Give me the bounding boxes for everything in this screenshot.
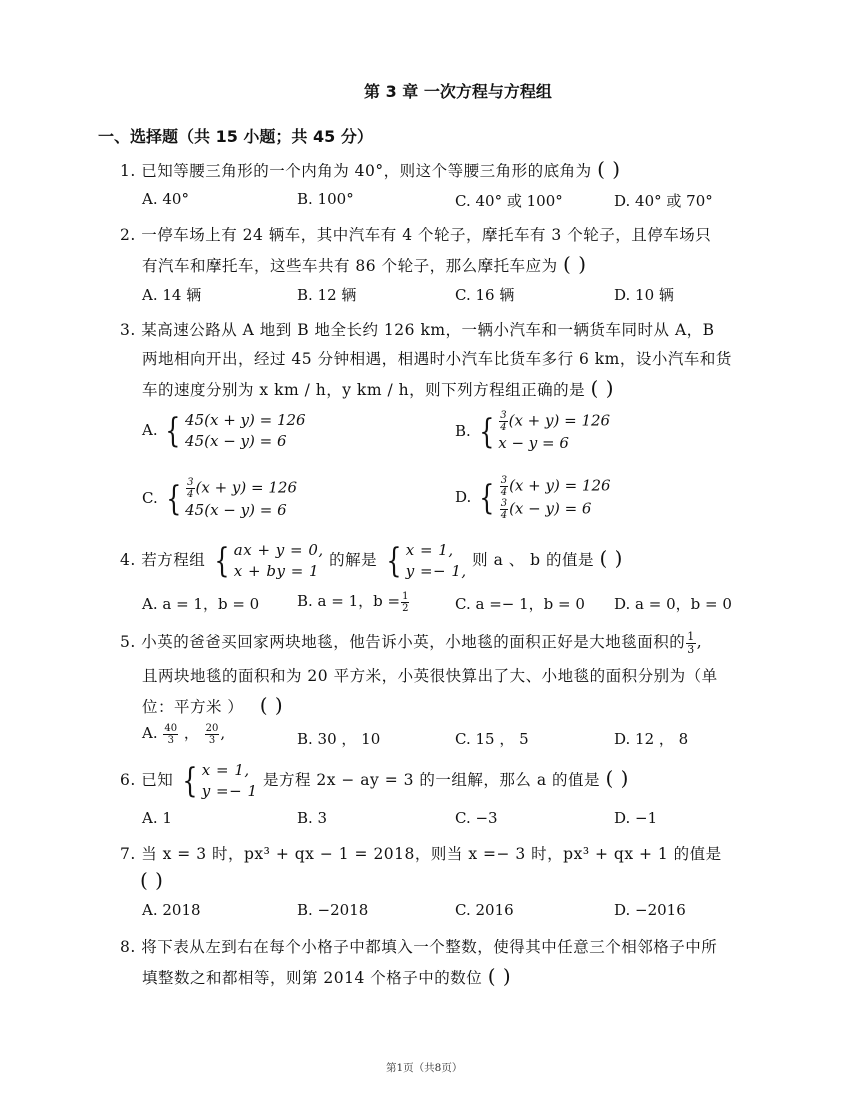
question-8-line-1: 8. 将下表从左到右在每个小格子中都填入一个整数，使得其中任意三个相邻格子中所 [120,938,718,956]
answer-blank: ( ) [259,693,284,717]
q6-option-c: C. −3 [455,809,498,827]
answer-blank: ( ) [140,868,164,892]
q3-option-c: C. { $\frac{3}{4}$ (x + y) = 126 45(x − y) = 6 [142,477,297,519]
question-6: 6. 已知 { x = 1, y =− 1 是方程 2x − ay = 3 的一组解，那么 a 的值是 ( ) [120,761,629,801]
q2-option-c: C. 16 辆 [455,286,515,304]
question-5-line-1: 5. 小英的爸爸买回家两块地毯，他告诉小英，小地毯的面积正好是大地毯面积的 $\frac{1}{3}$ , [120,629,703,656]
q6-option-d: D. −1 [614,809,658,827]
q5-option-c: C. 15 ， 5 [455,730,529,748]
answer-blank: ( ) [599,546,623,570]
question-1-text: 1. 已知等腰三角形的一个内角为 40°，则这个等腰三角形的底角为 [120,162,592,180]
question-3-line-2: 两地相向开出，经过 45 分钟相遇，相遇时小汽车比货车多行 6 km，设小汽车和货 [142,350,732,368]
q3-option-b: B. { $\frac{3}{4}$ (x + y) = 126 x − y = 6 [455,410,611,452]
answer-blank: ( ) [487,964,512,988]
question-3-line-1: 3. 某高速公路从 A 地到 B 地全长约 126 km，一辆小汽车和一辆货车同时从 A，B [120,321,715,339]
q2-option-b: B. 12 辆 [297,286,357,304]
answer-blank: ( ) [590,376,614,400]
page-footer: 第1页（共8页） [386,1062,463,1074]
q1-option-c: C. 40° 或 100° [455,192,563,210]
section-heading: 一、选择题（共 15 小题；共 45 分） [98,127,373,146]
q4-option-c: C. a =− 1，b = 0 [455,595,585,613]
q2-option-d: D. 10 辆 [614,286,674,304]
q6-option-a: A. 1 [142,809,172,827]
q5-option-a: A. $\frac{40}{3}$ ， $\frac{20}{3}$ , [142,722,226,746]
q7-option-a: A. 2018 [142,901,201,919]
q5-option-b: B. 30 ， 10 [297,730,381,748]
answer-blank: ( ) [605,766,629,790]
q5-option-d: D. 12 ， 8 [614,730,689,748]
q1-option-b: B. 100° [297,190,354,208]
page-title: 第 3 章 一次方程与方程组 [364,82,552,101]
answer-blank: ( ) [563,252,587,276]
question-1 [120,157,621,181]
question-5-line-2: 且两块地毯的面积和为 20 平方米，小英很快算出了大、小地毯的面积分别为（单 [142,667,718,685]
q7-option-b: B. −2018 [297,901,369,919]
question-5-line-3: 位：平方米 ） ( ) [142,693,284,717]
q3-option-d: D. { $\frac{3}{4}$ (x + y) = 126 $\frac{3}{4}$ (x − y) = 6 [455,475,611,521]
answer-blank: ( ) [597,157,621,181]
q6-option-b: B. 3 [297,809,328,827]
question-2-text: 有汽车和摩托车，这些车共有 86 个轮子，那么摩托车应为 [142,257,558,275]
q4-option-d: D. a = 0，b = 0 [614,595,732,613]
question-7-line-2 [140,868,163,892]
question-8-line-2: 填整数之和都相等，则第 2014 个格子中的数位 ( ) [142,964,512,988]
q7-option-c: C. 2016 [455,901,514,919]
q1-option-d: D. 40° 或 70° [614,192,713,210]
question-3-text: 车的速度分别为 x km / h，y km / h，则下列方程组正确的是 [142,381,586,399]
q3-option-a: A. { 45(x + y) = 126 45(x − y) = 6 [142,411,306,451]
q7-option-d: D. −2016 [614,901,686,919]
question-7-line-1: 7. 当 x = 3 时，px³ + qx − 1 = 2018，则当 x =− 3 时，px³ + qx + 1 的值是 [120,845,722,863]
q4-option-a: A. a = 1，b = 0 [142,595,260,613]
q2-option-a: A. 14 辆 [142,286,202,304]
q1-option-a: A. 40° [142,190,189,208]
question-4: 4. 若方程组 { ax + y = 0, x + by = 1 的解是 { x = 1, y =− 1, 则 a 、 b 的值是 ( ) [120,541,623,581]
question-2-line-2 [142,252,587,276]
question-2-line-1: 2. 一停车场上有 24 辆车，其中汽车有 4 个轮子，摩托车有 3 个轮子，且停车场只 [120,226,712,244]
q4-option-b: B. a = 1，b = $\frac{1}{2}$ [297,590,409,614]
question-3-line-3 [142,376,614,400]
